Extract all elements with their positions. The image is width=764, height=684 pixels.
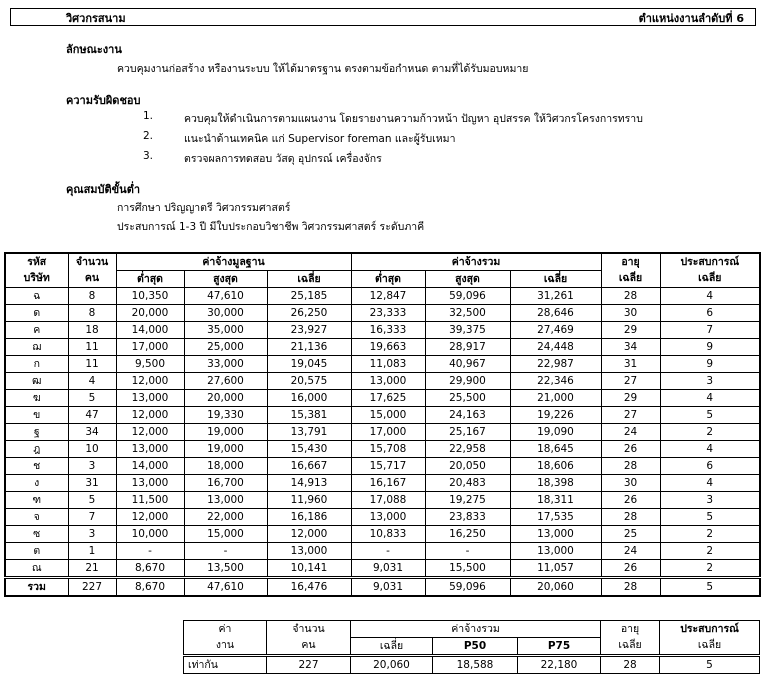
header-experience-2: เฉลี่ย bbox=[660, 271, 760, 288]
base-avg: 16,186 bbox=[267, 509, 351, 526]
base-min: 10,000 bbox=[116, 526, 184, 543]
base-min: 13,000 bbox=[116, 390, 184, 407]
responsibility-item: แนะนำด้านเทคนิค แก่ Supervisor foreman และผู้รับเหมา bbox=[184, 133, 456, 145]
total-min: 16,167 bbox=[351, 475, 425, 492]
sum-value: เท่ากัน bbox=[184, 656, 267, 674]
total-max: 29,900 bbox=[425, 373, 510, 390]
job-nature-heading: ลักษณะงาน bbox=[66, 43, 122, 56]
base-min: 14,000 bbox=[116, 322, 184, 339]
avg-age: 26 bbox=[601, 560, 660, 578]
avg-age: 26 bbox=[601, 492, 660, 509]
avg-experience: 9 bbox=[660, 339, 760, 356]
employee-count: 8 bbox=[68, 305, 116, 322]
base-avg: 12,000 bbox=[267, 526, 351, 543]
total-max: 19,275 bbox=[425, 492, 510, 509]
base-max: 19,000 bbox=[184, 424, 267, 441]
avg-age: 26 bbox=[601, 441, 660, 458]
base-avg: 21,136 bbox=[267, 339, 351, 356]
total-min: 15,000 bbox=[351, 407, 425, 424]
total-min: - bbox=[351, 543, 425, 560]
sum-header-experience: ประสบการณ์ bbox=[660, 621, 760, 638]
employee-count: 3 bbox=[68, 458, 116, 475]
total-max: 28,917 bbox=[425, 339, 510, 356]
table-row bbox=[5, 560, 760, 578]
total-avg: 13,000 bbox=[510, 543, 601, 560]
sum-header-value: ค่า bbox=[184, 621, 267, 638]
sum-header-count-2: คน bbox=[267, 638, 351, 656]
sum-age: 28 bbox=[601, 656, 660, 674]
sum-header-p75: P75 bbox=[518, 638, 601, 656]
company-code: ฎ bbox=[5, 441, 68, 458]
company-code: ฆ bbox=[5, 390, 68, 407]
total-avg-age: 28 bbox=[601, 578, 660, 597]
total-max: 22,958 bbox=[425, 441, 510, 458]
responsibility-item: ตรวจผลการทดสอบ วัสดุ อุปกรณ์ เครื่องจักร bbox=[184, 153, 382, 165]
base-avg: 26,250 bbox=[267, 305, 351, 322]
total-avg: 22,346 bbox=[510, 373, 601, 390]
employee-count: 10 bbox=[68, 441, 116, 458]
responsibility-number: 3. bbox=[143, 150, 154, 162]
sum-header-age-2: เฉลี่ย bbox=[601, 638, 660, 656]
header-base-avg: เฉลี่ย bbox=[267, 271, 351, 288]
base-max: 18,000 bbox=[184, 458, 267, 475]
avg-experience: 6 bbox=[660, 305, 760, 322]
total-max: 32,500 bbox=[425, 305, 510, 322]
total-min: 17,088 bbox=[351, 492, 425, 509]
total-max: 40,967 bbox=[425, 356, 510, 373]
total-avg: 22,987 bbox=[510, 356, 601, 373]
table-row bbox=[5, 441, 760, 458]
base-min: 17,000 bbox=[116, 339, 184, 356]
total-min: 17,000 bbox=[351, 424, 425, 441]
total-max: 24,163 bbox=[425, 407, 510, 424]
table-row bbox=[5, 543, 760, 560]
qualification-experience: ประสบการณ์ 1-3 ปี มีใบประกอบวิชาชีพ วิศวกรรมศาสตร์ ระดับภาคี bbox=[117, 221, 425, 233]
job-title: วิศวกรสนาม bbox=[66, 12, 126, 25]
company-code: ฐ bbox=[5, 424, 68, 441]
employee-count: 5 bbox=[68, 492, 116, 509]
base-avg: 15,430 bbox=[267, 441, 351, 458]
avg-age: 30 bbox=[601, 475, 660, 492]
employee-count: 47 bbox=[68, 407, 116, 424]
table-row bbox=[5, 373, 760, 390]
sum-p50: 18,588 bbox=[433, 656, 518, 674]
header-total-min: ต่ำสุด bbox=[351, 271, 425, 288]
total-total-max: 59,096 bbox=[425, 578, 510, 597]
company-code: ฌ bbox=[5, 339, 68, 356]
company-code: ด bbox=[5, 305, 68, 322]
summary-row bbox=[184, 656, 760, 674]
company-code: ก bbox=[5, 356, 68, 373]
total-max: - bbox=[425, 543, 510, 560]
company-code: ค bbox=[5, 322, 68, 339]
responsibilities-heading: ความรับผิดชอบ bbox=[66, 94, 141, 107]
company-code: ฒ bbox=[5, 373, 68, 390]
base-min: - bbox=[116, 543, 184, 560]
total-min: 10,833 bbox=[351, 526, 425, 543]
total-max: 20,483 bbox=[425, 475, 510, 492]
company-code: ฉ bbox=[5, 288, 68, 305]
total-avg: 28,646 bbox=[510, 305, 601, 322]
base-max: 19,000 bbox=[184, 441, 267, 458]
total-min: 11,083 bbox=[351, 356, 425, 373]
total-min: 13,000 bbox=[351, 373, 425, 390]
table-row bbox=[5, 322, 760, 339]
avg-experience: 5 bbox=[660, 407, 760, 424]
table-row bbox=[5, 424, 760, 441]
table-row bbox=[5, 305, 760, 322]
total-avg: 19,090 bbox=[510, 424, 601, 441]
company-code: ง bbox=[5, 475, 68, 492]
job-nature-text: ควบคุมงานก่อสร้าง หรืองานระบบ ให้ได้มาตรฐาน ตรงตามข้อกำหนด ตามที่ได้รับมอบหมาย bbox=[117, 63, 529, 75]
employee-count: 11 bbox=[68, 356, 116, 373]
sum-header-experience-2: เฉลี่ย bbox=[660, 638, 760, 656]
avg-age: 30 bbox=[601, 305, 660, 322]
total-max: 15,500 bbox=[425, 560, 510, 578]
company-code: ฑ bbox=[5, 492, 68, 509]
total-max: 39,375 bbox=[425, 322, 510, 339]
avg-age: 29 bbox=[601, 322, 660, 339]
total-avg: 21,000 bbox=[510, 390, 601, 407]
avg-experience: 2 bbox=[660, 560, 760, 578]
table-row bbox=[5, 288, 760, 305]
total-employee-count: 227 bbox=[68, 578, 116, 597]
base-min: 9,500 bbox=[116, 356, 184, 373]
total-avg: 18,398 bbox=[510, 475, 601, 492]
avg-age: 28 bbox=[601, 288, 660, 305]
base-max: 33,000 bbox=[184, 356, 267, 373]
base-max: 27,600 bbox=[184, 373, 267, 390]
total-min: 19,663 bbox=[351, 339, 425, 356]
avg-experience: 4 bbox=[660, 390, 760, 407]
header-base-max: สูงสุด bbox=[184, 271, 267, 288]
base-avg: 11,960 bbox=[267, 492, 351, 509]
employee-count: 7 bbox=[68, 509, 116, 526]
base-min: 8,670 bbox=[116, 560, 184, 578]
base-max: 15,000 bbox=[184, 526, 267, 543]
sum-header-value-2: งาน bbox=[184, 638, 267, 656]
header-count-2: คน bbox=[68, 271, 116, 288]
sum-experience: 5 bbox=[660, 656, 760, 674]
total-base-max: 47,610 bbox=[184, 578, 267, 597]
salary-table bbox=[4, 252, 761, 597]
employee-count: 34 bbox=[68, 424, 116, 441]
total-max: 59,096 bbox=[425, 288, 510, 305]
employee-count: 18 bbox=[68, 322, 116, 339]
employee-count: 31 bbox=[68, 475, 116, 492]
total-avg: 18,645 bbox=[510, 441, 601, 458]
header-base-min: ต่ำสุด bbox=[116, 271, 184, 288]
avg-experience: 9 bbox=[660, 356, 760, 373]
base-max: - bbox=[184, 543, 267, 560]
base-max: 35,000 bbox=[184, 322, 267, 339]
company-code: ช bbox=[5, 458, 68, 475]
table-row bbox=[5, 475, 760, 492]
base-max: 47,610 bbox=[184, 288, 267, 305]
total-avg: 24,448 bbox=[510, 339, 601, 356]
rank-label: ตำแหน่งงานลำดับที่ 6 bbox=[638, 12, 744, 25]
avg-experience: 2 bbox=[660, 424, 760, 441]
total-total-avg: 20,060 bbox=[510, 578, 601, 597]
base-avg: 20,575 bbox=[267, 373, 351, 390]
header-age-2: เฉลี่ย bbox=[601, 271, 660, 288]
base-min: 20,000 bbox=[116, 305, 184, 322]
total-max: 20,050 bbox=[425, 458, 510, 475]
base-avg: 16,667 bbox=[267, 458, 351, 475]
total-max: 23,833 bbox=[425, 509, 510, 526]
base-min: 11,500 bbox=[116, 492, 184, 509]
sum-header-p50: P50 bbox=[433, 638, 518, 656]
sum-count: 227 bbox=[267, 656, 351, 674]
base-min: 12,000 bbox=[116, 407, 184, 424]
total-avg: 11,057 bbox=[510, 560, 601, 578]
total-avg: 19,226 bbox=[510, 407, 601, 424]
salary-table-body bbox=[5, 288, 760, 597]
avg-experience: 3 bbox=[660, 492, 760, 509]
avg-experience: 2 bbox=[660, 526, 760, 543]
responsibility-item: ควบคุมให้ดำเนินการตามแผนงาน โดยรายงานความก้าวหน้า ปัญหา อุปสรรค ให้วิศวกรโครงการทราบ bbox=[184, 113, 643, 125]
avg-experience: 2 bbox=[660, 543, 760, 560]
header-company-code: รหัส bbox=[5, 253, 68, 271]
table-row bbox=[5, 492, 760, 509]
total-base-min: 8,670 bbox=[116, 578, 184, 597]
base-max: 30,000 bbox=[184, 305, 267, 322]
total-avg-experience: 5 bbox=[660, 578, 760, 597]
header-count: จำนวน bbox=[68, 253, 116, 271]
sum-avg: 20,060 bbox=[351, 656, 433, 674]
table-row bbox=[5, 458, 760, 475]
employee-count: 4 bbox=[68, 373, 116, 390]
avg-age: 24 bbox=[601, 424, 660, 441]
base-min: 12,000 bbox=[116, 424, 184, 441]
avg-age: 25 bbox=[601, 526, 660, 543]
total-avg: 31,261 bbox=[510, 288, 601, 305]
base-max: 13,500 bbox=[184, 560, 267, 578]
total-min: 15,708 bbox=[351, 441, 425, 458]
header-base-pay: ค่าจ้างมูลฐาน bbox=[116, 253, 351, 271]
total-company-code: รวม bbox=[5, 578, 68, 597]
base-avg: 13,000 bbox=[267, 543, 351, 560]
avg-age: 28 bbox=[601, 458, 660, 475]
total-min: 9,031 bbox=[351, 560, 425, 578]
sum-header-age: อายุ bbox=[601, 621, 660, 638]
base-min: 12,000 bbox=[116, 509, 184, 526]
avg-age: 27 bbox=[601, 373, 660, 390]
avg-age: 34 bbox=[601, 339, 660, 356]
total-min: 17,625 bbox=[351, 390, 425, 407]
avg-experience: 7 bbox=[660, 322, 760, 339]
summary-table bbox=[183, 620, 760, 674]
total-row bbox=[5, 578, 760, 597]
total-avg: 18,606 bbox=[510, 458, 601, 475]
base-avg: 16,000 bbox=[267, 390, 351, 407]
base-min: 10,350 bbox=[116, 288, 184, 305]
header-total-pay: ค่าจ้างรวม bbox=[351, 253, 601, 271]
avg-age: 28 bbox=[601, 509, 660, 526]
avg-experience: 4 bbox=[660, 475, 760, 492]
company-code: ซ bbox=[5, 526, 68, 543]
total-max: 25,167 bbox=[425, 424, 510, 441]
avg-age: 27 bbox=[601, 407, 660, 424]
table-row bbox=[5, 356, 760, 373]
total-avg: 27,469 bbox=[510, 322, 601, 339]
header-total-avg: เฉลี่ย bbox=[510, 271, 601, 288]
avg-experience: 6 bbox=[660, 458, 760, 475]
avg-age: 31 bbox=[601, 356, 660, 373]
total-avg: 17,535 bbox=[510, 509, 601, 526]
base-avg: 10,141 bbox=[267, 560, 351, 578]
company-code: ต bbox=[5, 543, 68, 560]
base-avg: 23,927 bbox=[267, 322, 351, 339]
base-min: 13,000 bbox=[116, 441, 184, 458]
base-min: 12,000 bbox=[116, 373, 184, 390]
employee-count: 3 bbox=[68, 526, 116, 543]
avg-experience: 5 bbox=[660, 509, 760, 526]
avg-experience: 3 bbox=[660, 373, 760, 390]
table-row bbox=[5, 407, 760, 424]
company-code: ข bbox=[5, 407, 68, 424]
header-company-code-2: บริษัท bbox=[5, 271, 68, 288]
employee-count: 8 bbox=[68, 288, 116, 305]
base-avg: 25,185 bbox=[267, 288, 351, 305]
base-max: 20,000 bbox=[184, 390, 267, 407]
base-max: 25,000 bbox=[184, 339, 267, 356]
total-max: 16,250 bbox=[425, 526, 510, 543]
header-total-max: สูงสุด bbox=[425, 271, 510, 288]
employee-count: 1 bbox=[68, 543, 116, 560]
responsibility-number: 1. bbox=[143, 110, 154, 122]
sum-header-avg: เฉลี่ย bbox=[351, 638, 433, 656]
employee-count: 11 bbox=[68, 339, 116, 356]
base-max: 22,000 bbox=[184, 509, 267, 526]
header-age: อายุ bbox=[601, 253, 660, 271]
total-min: 16,333 bbox=[351, 322, 425, 339]
total-min: 13,000 bbox=[351, 509, 425, 526]
company-code: ณ bbox=[5, 560, 68, 578]
base-avg: 15,381 bbox=[267, 407, 351, 424]
base-avg: 13,791 bbox=[267, 424, 351, 441]
avg-experience: 4 bbox=[660, 441, 760, 458]
total-min: 15,717 bbox=[351, 458, 425, 475]
total-total-min: 9,031 bbox=[351, 578, 425, 597]
table-row bbox=[5, 526, 760, 543]
employee-count: 5 bbox=[68, 390, 116, 407]
avg-age: 24 bbox=[601, 543, 660, 560]
sum-header-count: จำนวน bbox=[267, 621, 351, 638]
base-min: 14,000 bbox=[116, 458, 184, 475]
sum-p75: 22,180 bbox=[518, 656, 601, 674]
employee-count: 21 bbox=[68, 560, 116, 578]
total-min: 23,333 bbox=[351, 305, 425, 322]
avg-age: 29 bbox=[601, 390, 660, 407]
company-code: จ bbox=[5, 509, 68, 526]
total-min: 12,847 bbox=[351, 288, 425, 305]
total-max: 25,500 bbox=[425, 390, 510, 407]
total-base-avg: 16,476 bbox=[267, 578, 351, 597]
base-max: 16,700 bbox=[184, 475, 267, 492]
sum-header-total-pay: ค่าจ้างรวม bbox=[351, 621, 601, 638]
base-min: 13,000 bbox=[116, 475, 184, 492]
qualification-education: การศึกษา ปริญญาตรี วิศวกรรมศาสตร์ bbox=[117, 202, 291, 214]
base-max: 13,000 bbox=[184, 492, 267, 509]
header-experience: ประสบการณ์ bbox=[660, 253, 760, 271]
total-avg: 18,311 bbox=[510, 492, 601, 509]
table-row bbox=[5, 390, 760, 407]
responsibility-number: 2. bbox=[143, 130, 154, 142]
total-avg: 13,000 bbox=[510, 526, 601, 543]
avg-experience: 4 bbox=[660, 288, 760, 305]
table-row bbox=[5, 509, 760, 526]
base-avg: 14,913 bbox=[267, 475, 351, 492]
table-row bbox=[5, 339, 760, 356]
base-max: 19,330 bbox=[184, 407, 267, 424]
base-avg: 19,045 bbox=[267, 356, 351, 373]
qualifications-heading: คุณสมบัติขั้นต่ำ bbox=[66, 183, 141, 196]
